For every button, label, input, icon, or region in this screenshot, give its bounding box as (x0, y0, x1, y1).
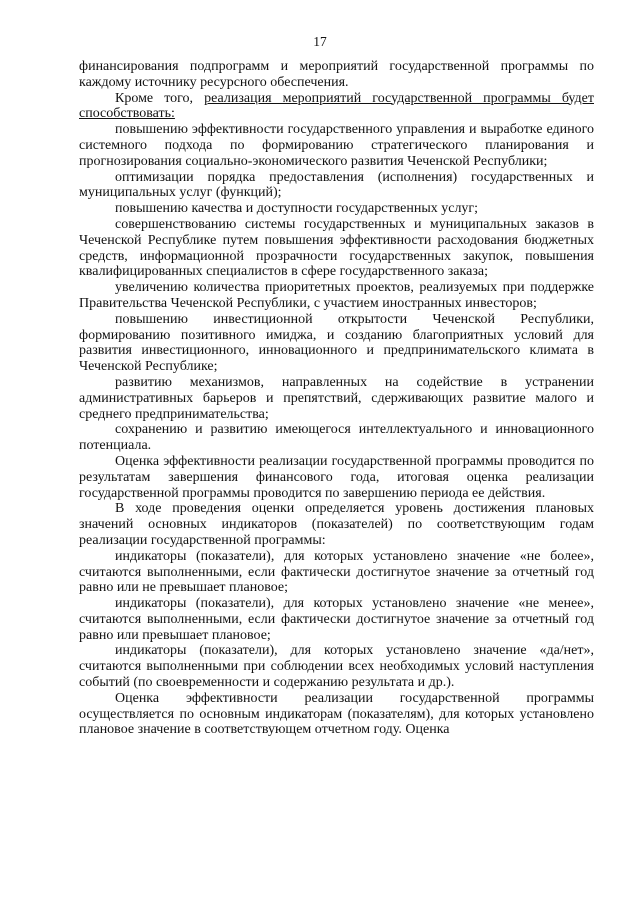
underlined-text: реализация мероприятий государственной программы будет способствовать: (79, 90, 594, 122)
paragraph: Оценка эффективности реализации государственной программы осуществляется по основным индикаторам (показателям), для которых установлено плановое значение в соответствующем отчетном году. Оценка (79, 690, 594, 738)
paragraph: совершенствованию системы государственных и муниципальных заказов в Чеченской Республике путем повышения эффективности расходования бюджетных средств, информационной прозрачности государственных закупок, повышения квалифицированных специалистов в сфере государственного заказа; (79, 216, 594, 280)
paragraph: развитию механизмов, направленных на содействие в устранении административных барьеров и препятствий, сдерживающих развитие малого и среднего предпринимательства; (79, 374, 594, 422)
document-body (79, 59, 594, 738)
paragraph: повышению качества и доступности государственных услуг; (115, 201, 479, 217)
paragraph: Оценка эффективности реализации государственной программы проводится по результатам завершения финансового года, итоговая оценка реализации государственной программы проводится по завершению периода ее действия. (79, 453, 594, 501)
paragraph: индикаторы (показатели), для которых установлено значение «не более», считаются выполненными, если фактически достигнутое значение за отчетный год равно или не превышает плановое; (79, 548, 594, 596)
paragraph: индикаторы (показатели), для которых установлено значение «не менее», считаются выполненными, если фактически достигнутое значение за отчетный год равно или превышает плановое; (79, 596, 594, 643)
paragraph (79, 91, 594, 123)
paragraph-prefix: Кроме того, (115, 90, 205, 106)
paragraph: В ходе проведения оценки определяется уровень достижения плановых значений основных индикаторов (показателей) по соответствующим годам реализации государственной программы: (79, 501, 594, 548)
paragraph: повышению эффективности государственного управления и выработке единого системного подхода по формированию стратегического планирования и прогнозирования социально-экономического развития Чеченской Республики; (79, 122, 594, 169)
paragraph: увеличению количества приоритетных проектов, реализуемых при поддержке Правительства Чеченской Республики, с участием иностранных инвесторов; (79, 280, 594, 311)
paragraph: сохранению и развитию имеющегося интеллектуального и инновационного потенциала. (79, 422, 594, 454)
paragraph: повышению инвестиционной открытости Чеченской Республики, формированию позитивного имиджа, и созданию благоприятных условий для развития инвестиционного, инновационного и предпринимательского климата в Чеченской Республике; (79, 311, 594, 375)
paragraph: финансирования подпрограмм и мероприятий государственной программы по каждому источнику ресурсного обеспечения. (79, 59, 594, 90)
page-number: 17 (313, 34, 327, 49)
paragraph: оптимизации порядка предоставления (исполнения) государственных и муниципальных услуг (функций); (79, 169, 594, 201)
paragraph: индикаторы (показатели), для которых установлено значение «да/нет», считаются выполненными при соблюдении всех необходимых условий наступления событий (по своевременности и содержанию результата и др.). (79, 643, 594, 691)
